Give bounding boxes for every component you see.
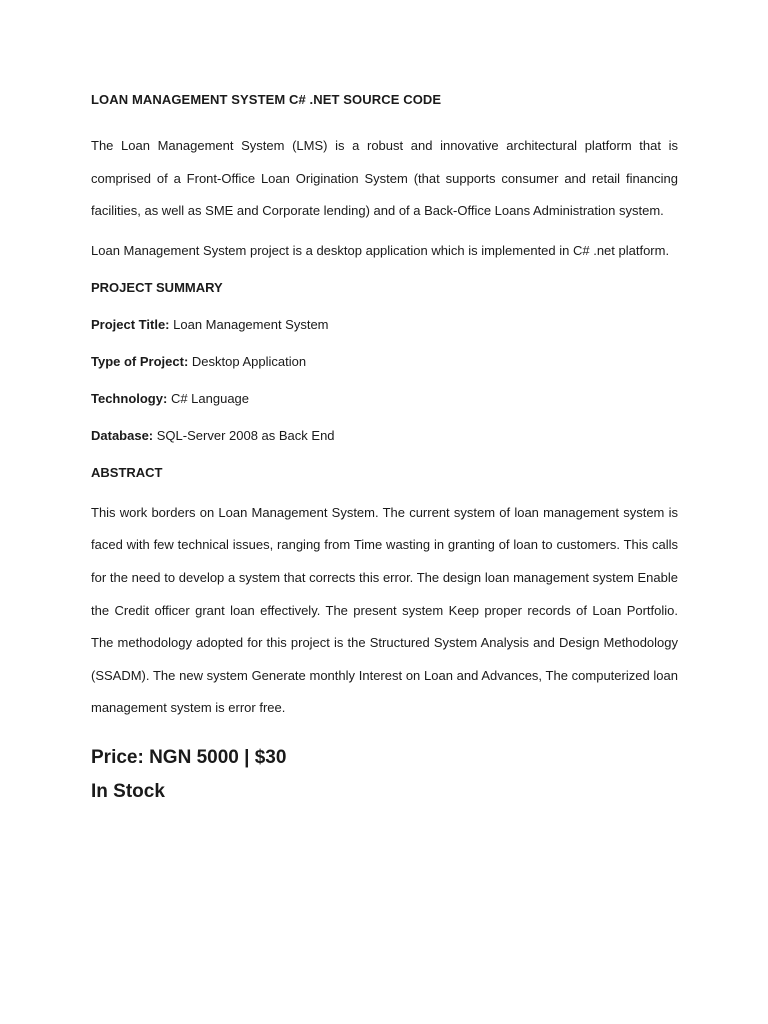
project-title-value: Loan Management System <box>173 316 329 332</box>
abstract-paragraph: This work borders on Loan Management System. The current system of loan management system is faced with few technical issues, ranging from Time wasting in granting of loan to customers. This calls for the need to develop a system that corrects this error. The design loan management system Enable the Credit officer grant loan effectively. The present system Keep proper records of Loan Portfolio. The methodology adopted for this project is the Structured System Analysis and Design Methodology (SSADM). The new system Generate monthly Interest on Loan and Advances, The computerized loan management system is error free. <box>91 504 678 716</box>
project-title-label: Project Title: <box>91 316 170 332</box>
price-label: Price: NGN 5000 | $30 <box>91 746 287 768</box>
database-field <box>91 427 678 445</box>
project-type-field <box>91 353 678 371</box>
platform-paragraph: Loan Management System project is a desktop application which is implemented in C# .net platform. <box>91 242 670 258</box>
technology-field <box>91 390 678 408</box>
intro-paragraph: The Loan Management System (LMS) is a robust and innovative architectural platform that is comprised of a Front-Office Loan Origination System (that supports consumer and retail financing facilities, as well as SME and Corporate lending) and of a Back-Office Loans Administration system. <box>91 138 678 219</box>
technology-value: C# Language <box>170 390 250 406</box>
project-type-label: Type of Project: <box>91 353 189 369</box>
stock-status: In Stock <box>91 780 165 802</box>
project-title-field <box>91 316 678 334</box>
project-type-value: Desktop Application <box>191 353 307 369</box>
document-title: LOAN MANAGEMENT SYSTEM C# .NET SOURCE CODE <box>91 92 442 107</box>
database-value: SQL-Server 2008 as Back End <box>156 427 335 443</box>
abstract-heading: ABSTRACT <box>91 464 163 480</box>
project-summary-heading: PROJECT SUMMARY <box>91 279 223 295</box>
technology-label: Technology: <box>91 390 168 406</box>
database-label: Database: <box>91 427 154 443</box>
